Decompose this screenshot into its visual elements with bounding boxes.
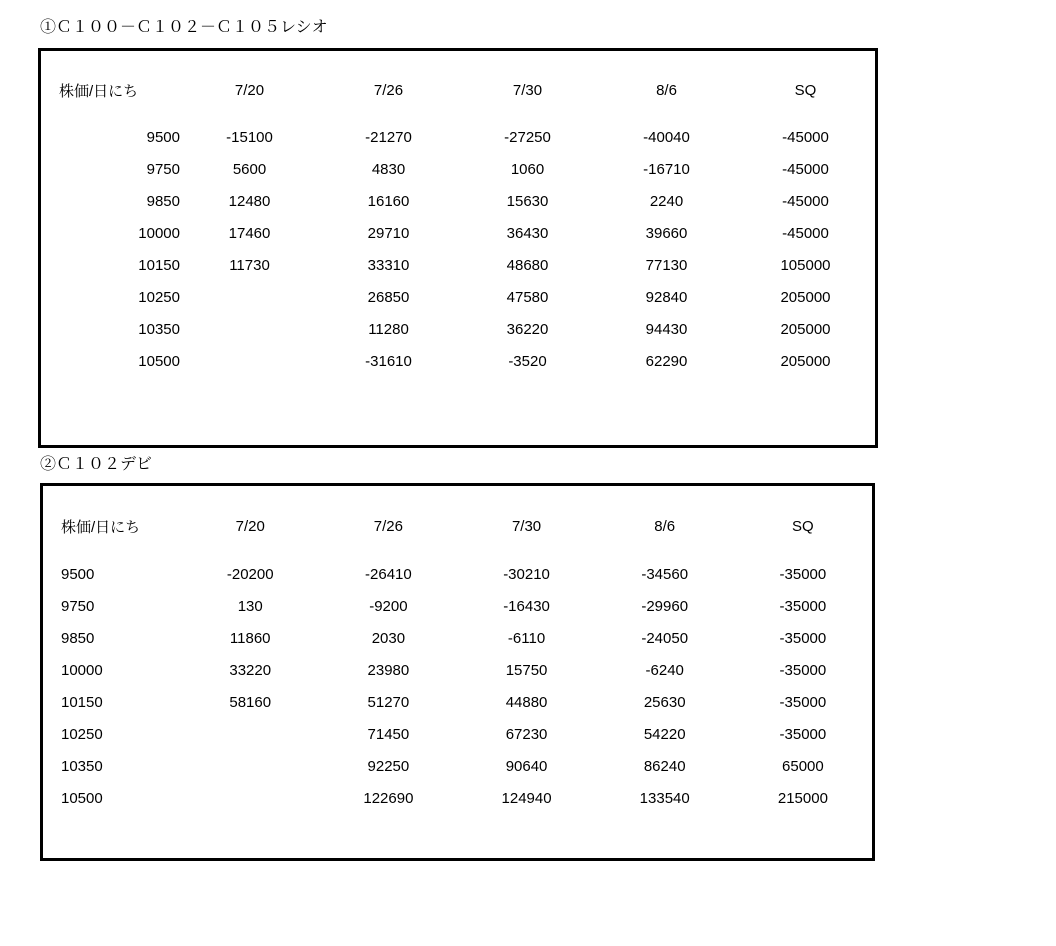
row-label: 9500 bbox=[61, 565, 95, 583]
column-header-sq: SQ bbox=[794, 81, 817, 99]
table-row bbox=[43, 590, 872, 622]
table-row bbox=[43, 750, 872, 782]
cell-value: 124940 bbox=[501, 789, 552, 807]
cell-value: -31610 bbox=[365, 352, 412, 370]
table-row bbox=[41, 281, 875, 313]
row-label: 10250 bbox=[61, 725, 103, 743]
row-label: 9750 bbox=[146, 160, 180, 178]
cell-value: 205000 bbox=[780, 288, 831, 306]
cell-value: 44880 bbox=[505, 693, 548, 711]
cell-value bbox=[180, 313, 319, 345]
cell-value: -40040 bbox=[643, 128, 690, 146]
cell-value: 71450 bbox=[367, 725, 410, 743]
cell-value: 47580 bbox=[506, 288, 549, 306]
cell-value bbox=[181, 750, 319, 782]
spacer-cell bbox=[734, 544, 872, 558]
cell-value: 39660 bbox=[645, 224, 688, 242]
table-row bbox=[43, 654, 872, 686]
cell-value: 51270 bbox=[367, 693, 410, 711]
cell-value: -3520 bbox=[508, 352, 547, 370]
table-row bbox=[41, 153, 875, 185]
cell-value: 215000 bbox=[777, 789, 828, 807]
ratio-table bbox=[41, 73, 875, 377]
cell-value bbox=[180, 281, 319, 313]
row-label: 10350 bbox=[138, 320, 180, 338]
debit-table bbox=[43, 508, 872, 814]
column-header-0730: 7/30 bbox=[512, 81, 543, 99]
column-header-0726: 7/26 bbox=[373, 517, 403, 535]
table-row bbox=[41, 249, 875, 281]
cell-value: -34560 bbox=[641, 565, 689, 583]
cell-value: -26410 bbox=[365, 565, 412, 583]
column-header-label: 株価/日にち bbox=[59, 82, 139, 100]
cell-value: 25630 bbox=[643, 693, 686, 711]
column-header-0806: 8/6 bbox=[656, 81, 677, 99]
cell-value: 33310 bbox=[367, 256, 410, 274]
spacer-cell bbox=[457, 544, 595, 558]
table-row bbox=[41, 185, 875, 217]
cell-value: -15100 bbox=[226, 128, 273, 146]
cell-value: 29710 bbox=[367, 224, 410, 242]
spacer-cell bbox=[43, 544, 181, 558]
cell-value: 11280 bbox=[368, 320, 409, 338]
cell-value: 86240 bbox=[643, 757, 686, 775]
cell-value: 16160 bbox=[367, 192, 410, 210]
cell-value: -35000 bbox=[779, 661, 827, 679]
cell-value: 36220 bbox=[506, 320, 549, 338]
cell-value: -6110 bbox=[507, 629, 546, 647]
cell-value: 65000 bbox=[782, 757, 824, 775]
cell-value: 58160 bbox=[229, 693, 272, 711]
cell-value: -21270 bbox=[365, 128, 412, 146]
spacer-cell bbox=[181, 544, 319, 558]
table-row bbox=[43, 718, 872, 750]
cell-value: 105000 bbox=[780, 256, 831, 274]
header-spacer-row bbox=[43, 544, 872, 558]
section-1-table-box bbox=[38, 48, 878, 448]
cell-value: 36430 bbox=[506, 224, 549, 242]
table-row bbox=[41, 313, 875, 345]
table-row bbox=[43, 686, 872, 718]
row-label: 9850 bbox=[146, 192, 180, 210]
cell-value: -45000 bbox=[782, 160, 829, 178]
spacer-cell bbox=[596, 544, 734, 558]
cell-value: 23980 bbox=[367, 661, 410, 679]
cell-value: -35000 bbox=[779, 597, 827, 615]
column-header-label: 株価/日にち bbox=[61, 518, 141, 536]
cell-value: -35000 bbox=[779, 565, 827, 583]
cell-value: 94430 bbox=[645, 320, 688, 338]
table-row bbox=[43, 622, 872, 654]
spacer-cell bbox=[41, 107, 180, 121]
row-label: 9750 bbox=[61, 597, 95, 615]
cell-value: 11860 bbox=[229, 629, 271, 647]
cell-value: 1060 bbox=[510, 160, 545, 178]
row-label: 10000 bbox=[61, 661, 103, 679]
cell-value: -27250 bbox=[504, 128, 551, 146]
cell-value: -35000 bbox=[779, 725, 827, 743]
spacer-cell bbox=[319, 107, 458, 121]
table-header-row bbox=[41, 73, 875, 107]
cell-value: 48680 bbox=[506, 256, 549, 274]
cell-value: 77130 bbox=[645, 256, 688, 274]
cell-value: -35000 bbox=[779, 629, 827, 647]
row-label: 9500 bbox=[146, 128, 180, 146]
cell-value: 15750 bbox=[505, 661, 548, 679]
cell-value: 12480 bbox=[228, 192, 271, 210]
cell-value: -6240 bbox=[645, 661, 684, 679]
cell-value: 133540 bbox=[639, 789, 690, 807]
cell-value: 15630 bbox=[506, 192, 549, 210]
cell-value: -45000 bbox=[782, 192, 829, 210]
cell-value: 67230 bbox=[505, 725, 548, 743]
cell-value: 122690 bbox=[363, 789, 414, 807]
section-1-title: ①Ｃ１００－Ｃ１０２－Ｃ１０５レシオ bbox=[40, 19, 328, 36]
cell-value: -16430 bbox=[503, 597, 550, 615]
cell-value: 4830 bbox=[371, 160, 406, 178]
table-header-row bbox=[43, 508, 872, 544]
cell-value: 33220 bbox=[229, 661, 272, 679]
cell-value: -30210 bbox=[503, 565, 550, 583]
cell-value bbox=[181, 718, 319, 750]
header-spacer-row bbox=[41, 107, 875, 121]
table-row bbox=[41, 345, 875, 377]
cell-value: 205000 bbox=[780, 320, 831, 338]
cell-value: -45000 bbox=[782, 224, 829, 242]
column-header-0720: 7/20 bbox=[235, 517, 265, 535]
row-label: 10350 bbox=[61, 757, 103, 775]
cell-value: 11730 bbox=[229, 256, 270, 274]
spacer-cell bbox=[597, 107, 736, 121]
row-label: 10150 bbox=[61, 693, 103, 711]
spacer-cell bbox=[736, 107, 875, 121]
cell-value bbox=[180, 345, 319, 377]
cell-value: 17460 bbox=[228, 224, 271, 242]
cell-value: -45000 bbox=[782, 128, 829, 146]
cell-value: -24050 bbox=[641, 629, 689, 647]
table-row bbox=[43, 558, 872, 590]
section-2-title: ②Ｃ１０２デビ bbox=[40, 456, 153, 473]
cell-value: 26850 bbox=[367, 288, 410, 306]
row-label: 10500 bbox=[138, 352, 180, 370]
cell-value bbox=[181, 782, 319, 814]
cell-value: 2240 bbox=[649, 192, 684, 210]
column-header-0720: 7/20 bbox=[234, 81, 265, 99]
column-header-0806: 8/6 bbox=[654, 517, 676, 535]
spacer-cell bbox=[180, 107, 319, 121]
cell-value: 54220 bbox=[643, 725, 686, 743]
column-header-sq: SQ bbox=[792, 517, 814, 535]
cell-value: -16710 bbox=[643, 160, 690, 178]
cell-value: 62290 bbox=[645, 352, 688, 370]
cell-value: -9200 bbox=[369, 597, 408, 615]
row-label: 10500 bbox=[61, 789, 103, 807]
cell-value: 92250 bbox=[367, 757, 410, 775]
cell-value: 205000 bbox=[780, 352, 831, 370]
table-row bbox=[43, 782, 872, 814]
column-header-0730: 7/30 bbox=[511, 517, 542, 535]
row-label: 10150 bbox=[138, 256, 180, 274]
cell-value: 2030 bbox=[371, 629, 406, 647]
cell-value: -35000 bbox=[779, 693, 827, 711]
row-label: 9850 bbox=[61, 629, 95, 647]
section-2-table-box bbox=[40, 483, 875, 861]
cell-value: 130 bbox=[237, 597, 263, 615]
spacer-cell bbox=[458, 107, 597, 121]
row-label: 10000 bbox=[138, 224, 180, 242]
table-row bbox=[41, 121, 875, 153]
cell-value: 92840 bbox=[645, 288, 688, 306]
column-header-0726: 7/26 bbox=[373, 81, 404, 99]
table-row bbox=[41, 217, 875, 249]
row-label: 10250 bbox=[138, 288, 180, 306]
cell-value: 90640 bbox=[505, 757, 548, 775]
cell-value: -20200 bbox=[226, 565, 274, 583]
cell-value: 5600 bbox=[232, 160, 267, 178]
cell-value: -29960 bbox=[641, 597, 689, 615]
spacer-cell bbox=[319, 544, 457, 558]
